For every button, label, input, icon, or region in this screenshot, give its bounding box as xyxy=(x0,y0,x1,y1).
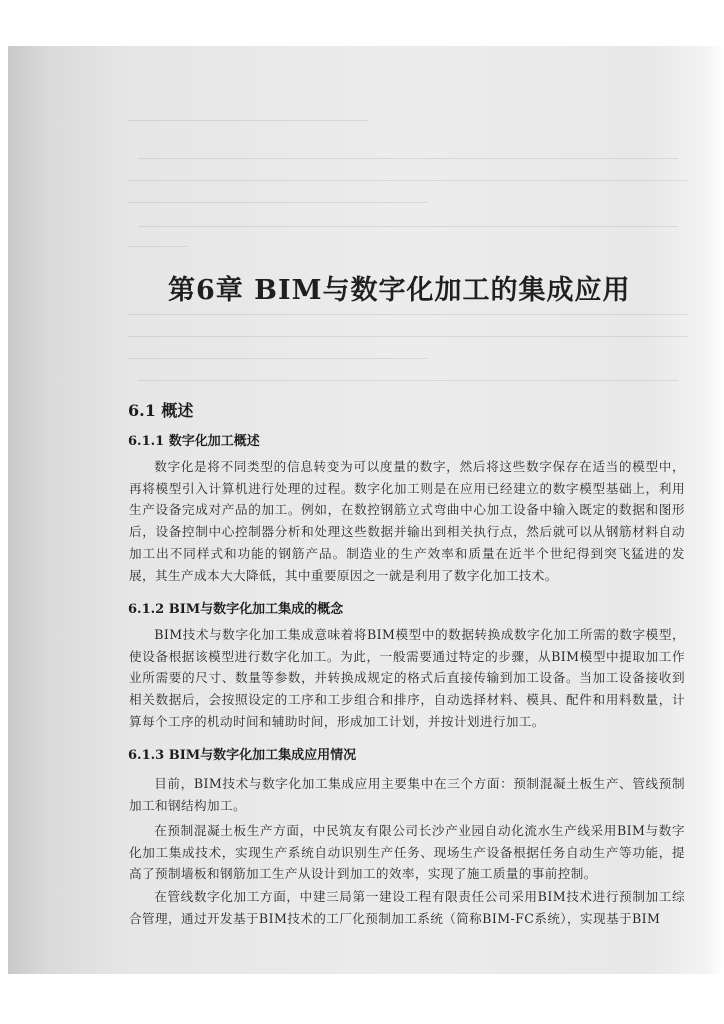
bleed-through-line xyxy=(128,180,688,181)
section-heading-6-1-1: 6.1.1 数字化加工概述 xyxy=(128,434,260,449)
section-heading-6-1: 6.1 概述 xyxy=(128,401,194,420)
bleed-through-line xyxy=(128,120,368,121)
scanned-book-page xyxy=(8,46,724,974)
bleed-through-line xyxy=(128,314,688,315)
bleed-through-line xyxy=(138,380,678,381)
bleed-through-line xyxy=(138,158,678,159)
section-heading-6-1-2: 6.1.2 BIM与数字化加工集成的概念 xyxy=(128,602,344,617)
paragraph-application-areas: 目前，BIM技术与数字化加工集成应用主要集中在三个方面：预制混凝土板生产、管线预制加工和钢结构加工。 xyxy=(129,776,685,813)
bleed-through-line xyxy=(128,202,428,203)
bleed-through-line xyxy=(128,336,688,337)
bleed-through-line xyxy=(128,246,188,247)
paragraph-digital-processing-overview: 数字化是将不同类型的信息转变为可以度量的数字，然后将这些数字保存在适当的模型中，再将模型引入计算机进行处理的过程。数字化加工则是在应用已经建立的数字模型基础上，利用生产设备完成对产品的加工。例如，在数控钢筋立式弯曲中心加工设备中输入既定的数据和图形后，设备控制中心控制器分析和处理这些数据并输出到相关执行点，然后就可以从钢筋材料自动加工出不同样式和功能的钢筋产品。制造业的生产效率和质量在近半个世纪得到突飞猛进的发展，其生产成本大大降低，其中重要原因之一就是利用了数字化加工技术。 xyxy=(129,459,685,583)
paragraph-pipeline-processing: 在管线数字化加工方面，中建三局第一建设工程有限责任公司采用BIM技术进行预制加工综合管理，通过开发基于BIM技术的工厂化预制加工系统（简称BIM-FC系统），实现基于BIM xyxy=(129,889,685,926)
chapter-title: 第6章 BIM与数字化加工的集成应用 xyxy=(168,275,631,306)
paragraph-precast-concrete: 在预制混凝土板生产方面，中民筑友有限公司长沙产业园自动化流水生产线采用BIM与数字化加工集成技术，实现生产系统自动识别生产任务、现场生产设备根据任务自动生产等功能，提高了预制墙板和钢筋加工生产从设计到加工的效率，实现了施工质量的事前控制。 xyxy=(129,823,685,882)
paragraph-bim-integration-concept: BIM技术与数字化加工集成意味着将BIM模型中的数据转换成数字化加工所需的数字模型，使设备根据该模型进行数字化加工。为此，一般需要通过特定的步骤，从BIM模型中提取加工作业所需要的尺寸、数量等参数，并转换成规定的格式后直接传输到加工设备。当加工设备接收到相关数据后，会按照设定的工序和工步组合和排序，自动选择材料、模具、配件和用料数量，计算每个工序的机动时间和辅助时间，形成加工计划，并按计划进行加工。 xyxy=(129,627,685,729)
bleed-through-line xyxy=(138,226,678,227)
section-heading-6-1-3: 6.1.3 BIM与数字化加工集成应用情况 xyxy=(128,748,357,763)
bleed-through-line xyxy=(128,358,428,359)
